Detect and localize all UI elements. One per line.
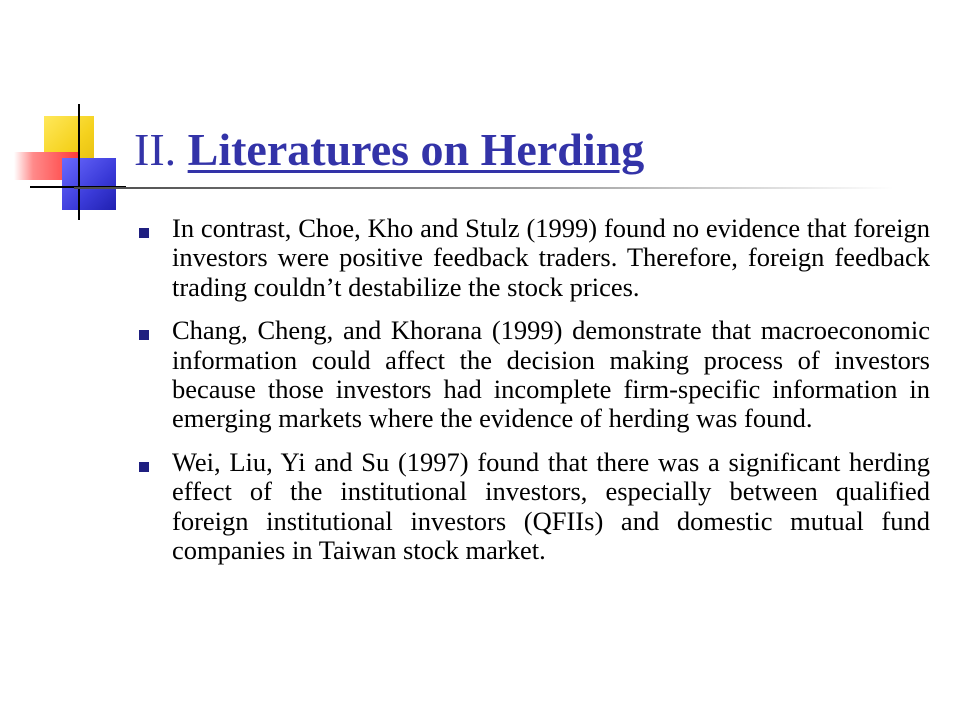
square-bullet-icon (139, 462, 149, 472)
bullet-text: In contrast, Choe, Kho and Stulz (1999) found no evidence that foreign investors were positive feedback traders. Therefore, foreign feedback trading couldn’t destabilize the stock prices. (172, 213, 930, 302)
title-number: II. (134, 124, 177, 175)
list-item (132, 448, 930, 566)
bullet-text: Wei, Liu, Yi and Su (1997) found that there was a significant herding effect of the institutional investors, especially between qualified foreign institutional investors (QFIIs) and domestic mutual fund companies in Taiwan stock market. (172, 446, 930, 566)
list-item (132, 316, 930, 434)
bullet-list (132, 214, 930, 579)
slide-title (134, 124, 894, 177)
list-item (132, 214, 930, 302)
decorative-logo (0, 0, 130, 230)
square-bullet-icon (139, 228, 149, 238)
square-bullet-icon (139, 330, 149, 340)
title-divider (74, 187, 894, 189)
vertical-line (78, 104, 80, 220)
bullet-text: Chang, Cheng, and Khorana (1999) demonstrate that macroeconomic information could affect the decision making process of investors because those investors had incomplete firm-specific information in emerging markets where the evidence of herding was found. (172, 315, 930, 434)
blue-square (62, 158, 116, 210)
title-text: Literatures on Herding (187, 124, 645, 175)
